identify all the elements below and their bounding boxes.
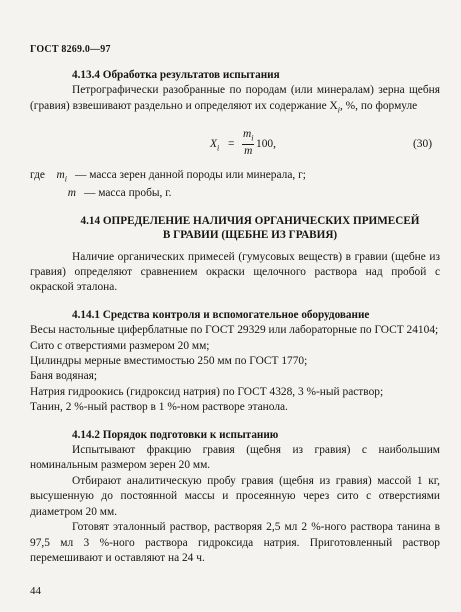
equipment-list (30, 323, 440, 415)
paragraph: Отбирают аналитическую пробу гравия (щебня из гравия) массой 1 кг, высушенную до постоянной массы и просеянную через сито с отверстиями диаметром 20 мм. (30, 474, 440, 518)
formula-denominator: m (244, 144, 253, 157)
list-item: Весы настольные циферблатные по ГОСТ 29329 или лабораторные по ГОСТ 24104; (30, 324, 439, 337)
list-item: Баня водяная; (30, 370, 98, 383)
paragraph (30, 83, 440, 117)
section-heading-4-14-2: 4.14.2 Порядок подготовки к испытанию (72, 428, 279, 441)
formula-equals: = (228, 137, 235, 150)
formula-lhs: $X_i$ (210, 137, 220, 152)
paragraph: Испытывают фракцию гравия (щебня из гравия) с наибольшим номинальным размером зерен 20 мм. (30, 444, 440, 472)
paragraph-text-end: , %, по формуле (339, 99, 418, 112)
list-item: Цилиндры мерные вместимостью 250 мм по ГОСТ 1770; (30, 355, 308, 368)
document-header: ГОСТ 8269.0—97 (30, 44, 111, 55)
where-text: — масса зерен данной породы или минерала, г; (74, 168, 306, 181)
list-item: Танин, 2 %-ный раствор в 1 %-ном растворе этанола. (30, 401, 288, 414)
formula-30 (30, 128, 440, 162)
formula-numerator: $m_i$ (242, 128, 254, 145)
formula-factor: 100, (256, 137, 276, 150)
heading-line: В ГРАВИИ (ЩЕБНЕ ИЗ ГРАВИЯ) (162, 228, 338, 241)
where-text: — масса пробы, г. (84, 187, 172, 200)
page-number: 44 (30, 585, 41, 597)
list-item: Сито с отверстиями размером 20 мм; (30, 339, 210, 352)
where-line-2 (30, 186, 440, 201)
paragraph: Готовят эталонный раствор, растворяя 2,5 мл 2 %-ного раствора танина в 97,5 мл 3 %-ного раствора гидроксида натрия. Приготовленный раствор перемешивают и оставляют на 24 ч. (30, 521, 440, 564)
subscript: i (337, 105, 340, 115)
section-heading-4-14 (30, 214, 440, 242)
where-line-1 (30, 168, 440, 187)
paragraph-text: Петрографически разобранные по породам (или минералам) зерна щебня (гравия) взвешивают раздельно и определяют их содержание X (30, 84, 440, 112)
paragraph: Наличие органических примесей (гумусовых веществ) в гравии (щебне из гравия) определяют сравнением окраски щелочного раствора над пробой с окраской эталона. (30, 250, 440, 294)
where-word: где (30, 168, 45, 181)
heading-line: 4.14 ОПРЕДЕЛЕНИЕ НАЛИЧИЯ ОРГАНИЧЕСКИХ ПРИМЕСЕЙ (80, 214, 420, 227)
where-symbol: m (67, 187, 76, 200)
section-heading-4-13-4: 4.13.4 Обработка результатов испытания (72, 69, 280, 81)
formula-fraction (242, 128, 254, 158)
formula-number: (30) (413, 137, 432, 150)
list-item: Натрия гидроокись (гидроксид натрия) по ГОСТ 4328, 3 %-ный раствор; (30, 385, 384, 398)
section-heading-4-14-1: 4.14.1 Средства контроля и вспомогательное оборудование (72, 308, 370, 321)
where-symbol: $m_i$ (56, 168, 67, 183)
page-content (30, 68, 440, 566)
